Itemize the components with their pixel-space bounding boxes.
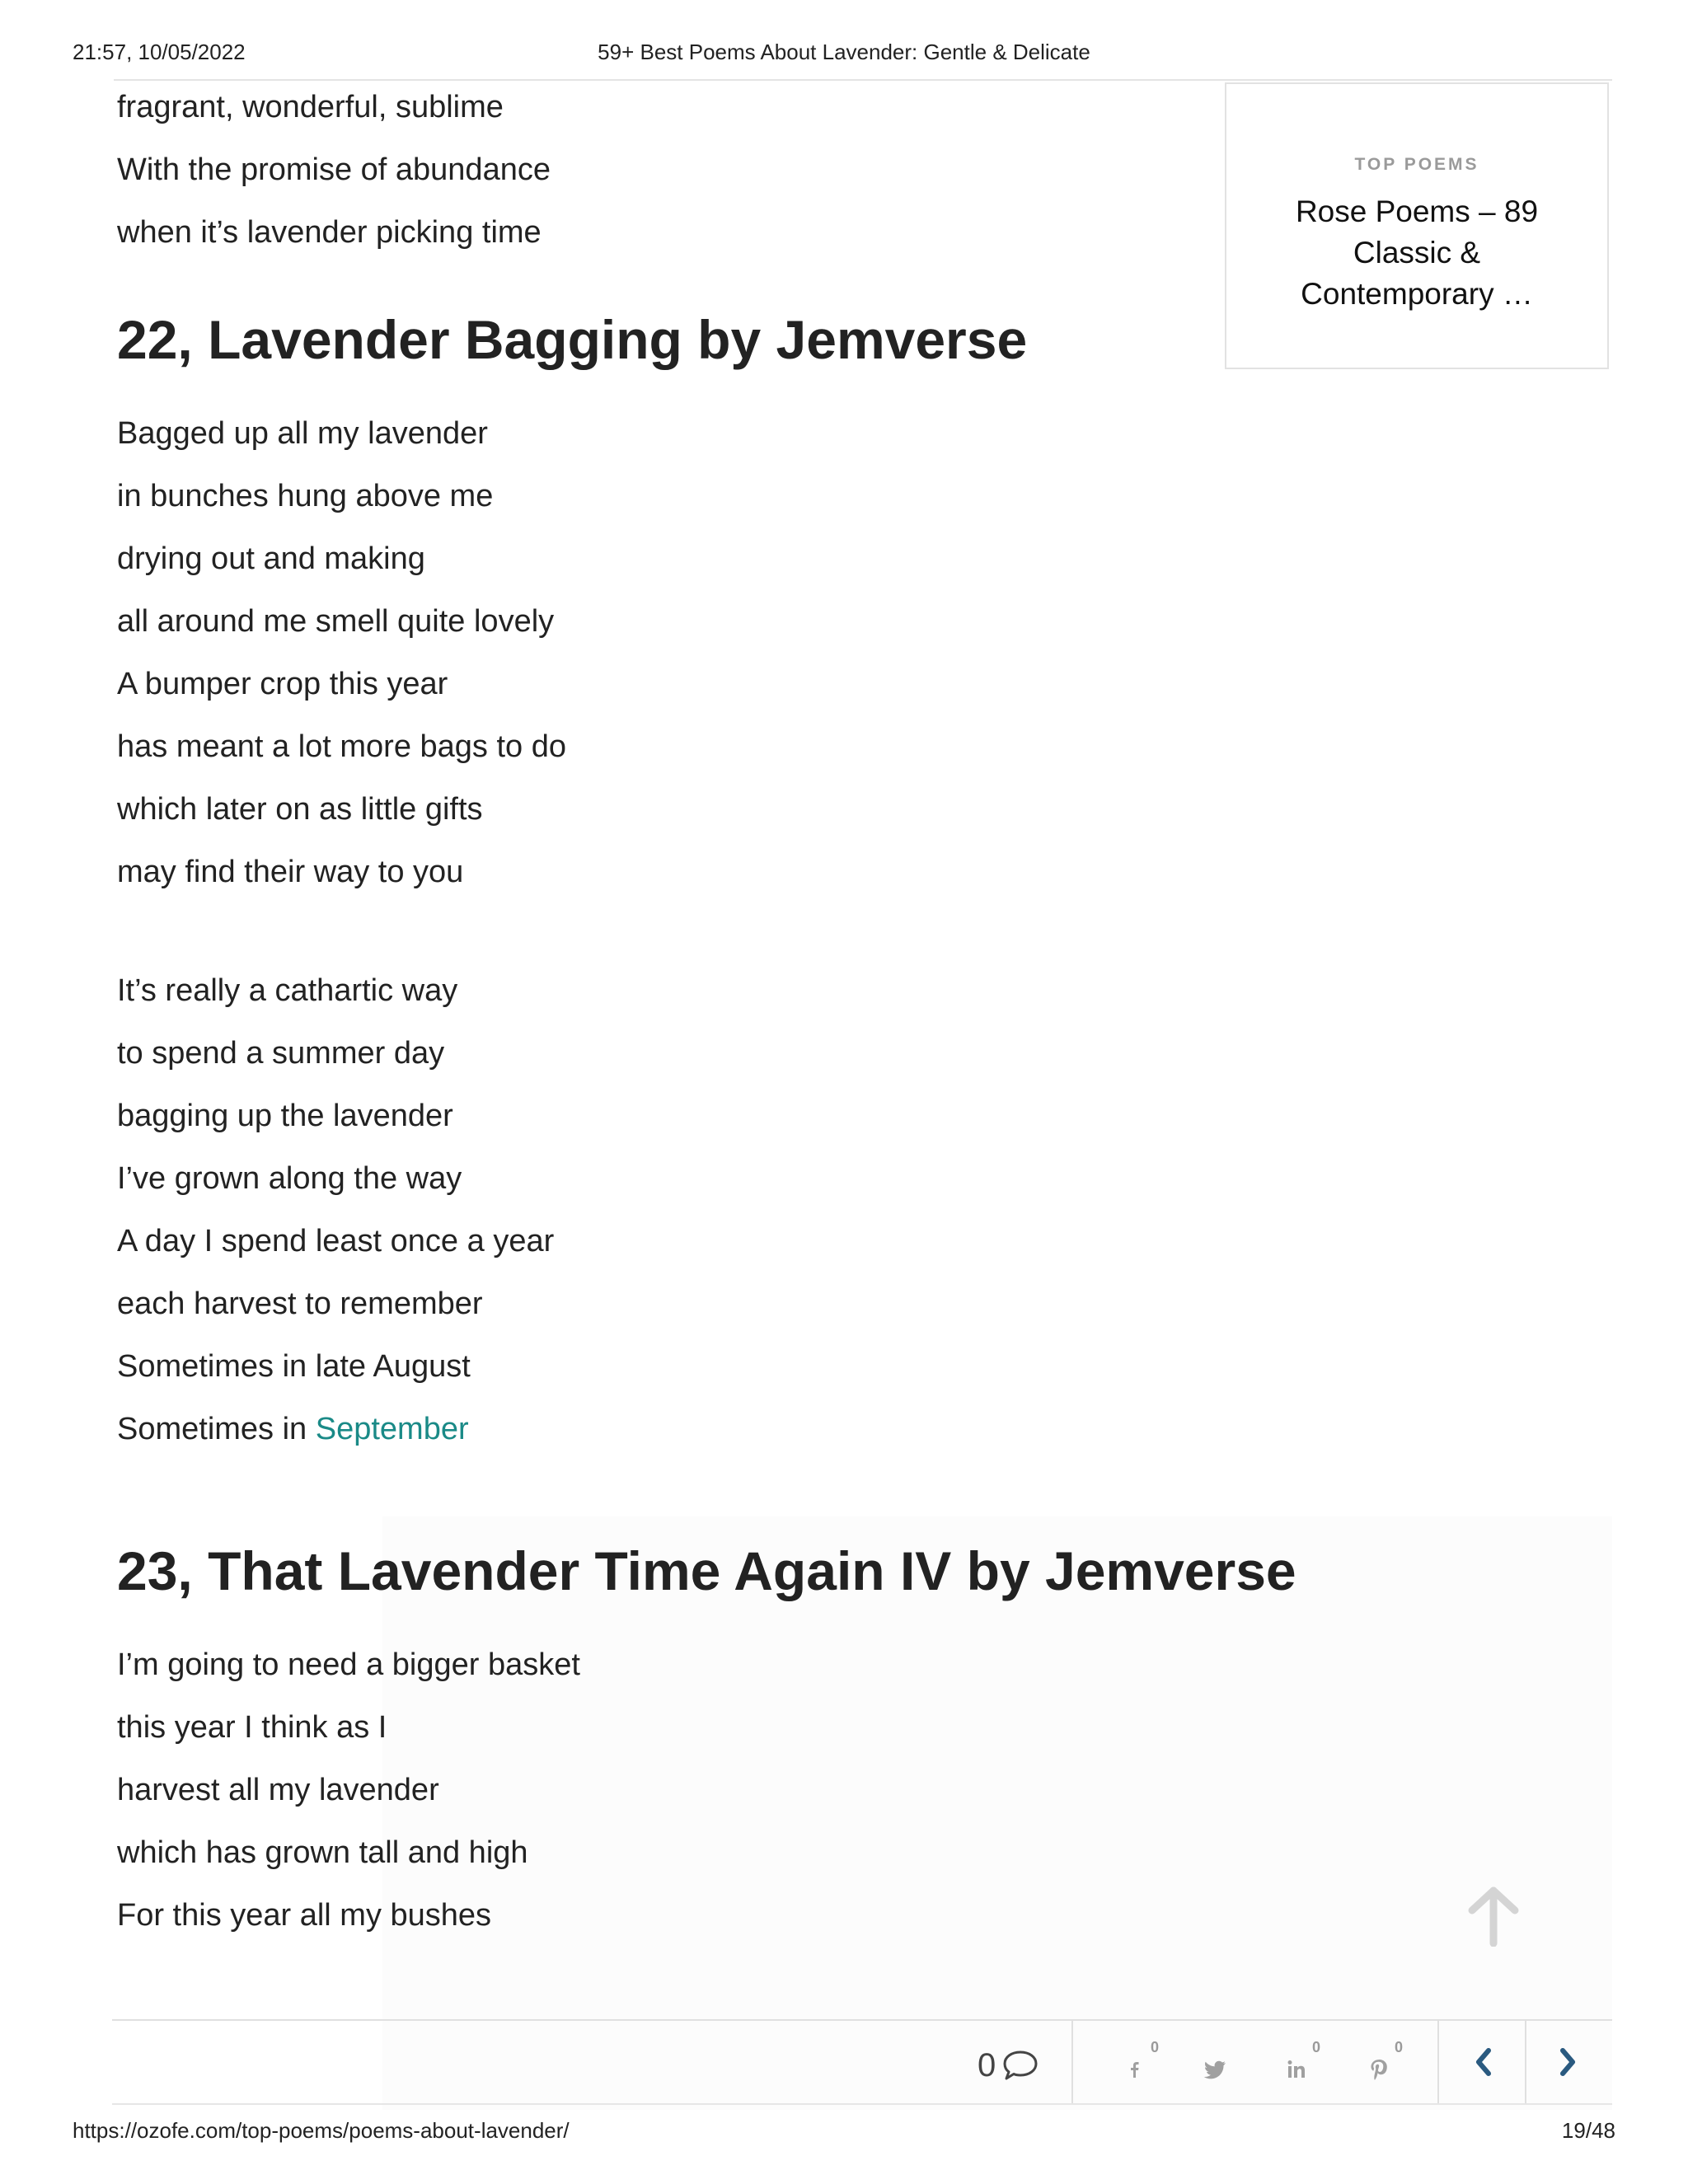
- comment-count: 0: [978, 2046, 996, 2083]
- poem-23-stanza: [117, 1633, 1205, 1947]
- poem-22-heading: 22, Lavender Bagging by Jemverse: [117, 309, 1028, 370]
- poem-line: has meant a lot more bags to do: [117, 729, 566, 764]
- poem-23-heading: 23, That Lavender Time Again IV by Jemverse: [117, 1540, 1296, 1601]
- pinterest-icon: [1367, 2057, 1391, 2082]
- poem-line: Bagged up all my lavender: [117, 416, 488, 451]
- pinterest-share-count: 0: [1394, 2039, 1403, 2055]
- top-poem-link[interactable]: Rose Poems – 89 Classic & Contemporary …: [1295, 194, 1539, 311]
- poem-line: It’s really a cathartic way: [117, 973, 458, 1008]
- footer-bar-top-rule: [112, 2019, 1612, 2021]
- poem-line: I’m going to need a bigger basket: [117, 1647, 580, 1682]
- next-post-button[interactable]: [1543, 2036, 1592, 2088]
- top-poems-label: TOP POEMS: [1354, 155, 1479, 174]
- poem-line: For this year all my bushes: [117, 1898, 492, 1933]
- previous-post-button[interactable]: [1459, 2036, 1508, 2088]
- poem-line: to spend a summer day: [117, 1036, 445, 1071]
- chevron-right-icon: [1556, 2046, 1579, 2079]
- linkedin-icon: [1284, 2057, 1309, 2082]
- poem-line: bagging up the lavender: [117, 1099, 453, 1133]
- poem-line: With the promise of abundance: [117, 152, 551, 187]
- chevron-left-icon: [1472, 2046, 1495, 2079]
- arrow-up-icon: [1465, 1884, 1522, 1947]
- poem-22-stanza-2: [117, 959, 1205, 1460]
- print-footer: [73, 2118, 1615, 2146]
- poem-line: A bumper crop this year: [117, 667, 448, 701]
- poem-line: each harvest to remember: [117, 1286, 483, 1321]
- poem-line-text: Sometimes in: [117, 1412, 316, 1446]
- poem-line: drying out and making: [117, 541, 425, 576]
- twitter-share-button[interactable]: [1193, 2039, 1243, 2088]
- poem-line: all around me smell quite lovely: [117, 604, 555, 639]
- poem-line: fragrant, wonderful, sublime: [117, 90, 504, 124]
- facebook-icon: [1123, 2057, 1147, 2082]
- footer-bar-bottom-rule: [112, 2103, 1612, 2105]
- poem-line: A day I spend least once a year: [117, 1224, 555, 1258]
- facebook-share-button[interactable]: [1114, 2039, 1164, 2088]
- print-url: https://ozofe.com/top-poems/poems-about-lavender/: [73, 2118, 570, 2143]
- poem-line: which has grown tall and high: [117, 1835, 528, 1870]
- top-poems-widget: [1225, 82, 1609, 369]
- footer-divider: [1525, 2021, 1526, 2103]
- print-header: [73, 40, 1615, 68]
- poem-22-stanza-1: [117, 402, 1205, 903]
- footer-divider: [1437, 2021, 1439, 2103]
- print-page-title: 59+ Best Poems About Lavender: Gentle & Delicate: [598, 40, 1090, 64]
- print-datetime: 21:57, 10/05/2022: [73, 40, 246, 64]
- footer-divider: [1071, 2021, 1073, 2103]
- poem-line: Sometimes in late August: [117, 1349, 471, 1384]
- linkedin-share-button[interactable]: [1276, 2039, 1325, 2088]
- speech-bubble-icon: [1002, 2049, 1039, 2082]
- comments-button[interactable]: [978, 2041, 1039, 2090]
- poem-line: may find their way to you: [117, 855, 464, 889]
- intro-stanza: [117, 76, 1205, 264]
- poem-line-with-link: [117, 1398, 1205, 1460]
- pinterest-share-button[interactable]: [1358, 2039, 1408, 2088]
- poem-line: this year I think as I: [117, 1710, 387, 1745]
- poem-line: in bunches hung above me: [117, 479, 494, 513]
- facebook-share-count: 0: [1150, 2039, 1159, 2055]
- scroll-to-top-button[interactable]: [1465, 1884, 1522, 1947]
- article-content: [117, 82, 1296, 1947]
- poem-line: when it’s lavender picking time: [117, 215, 542, 250]
- twitter-icon: [1202, 2057, 1228, 2082]
- poem-line: harvest all my lavender: [117, 1773, 439, 1807]
- poem-line: which later on as little gifts: [117, 792, 483, 827]
- linkedin-share-count: 0: [1311, 2039, 1320, 2055]
- september-link[interactable]: September: [315, 1412, 469, 1446]
- poem-line: I’ve grown along the way: [117, 1161, 462, 1196]
- print-page-number: 19/48: [1561, 2118, 1615, 2143]
